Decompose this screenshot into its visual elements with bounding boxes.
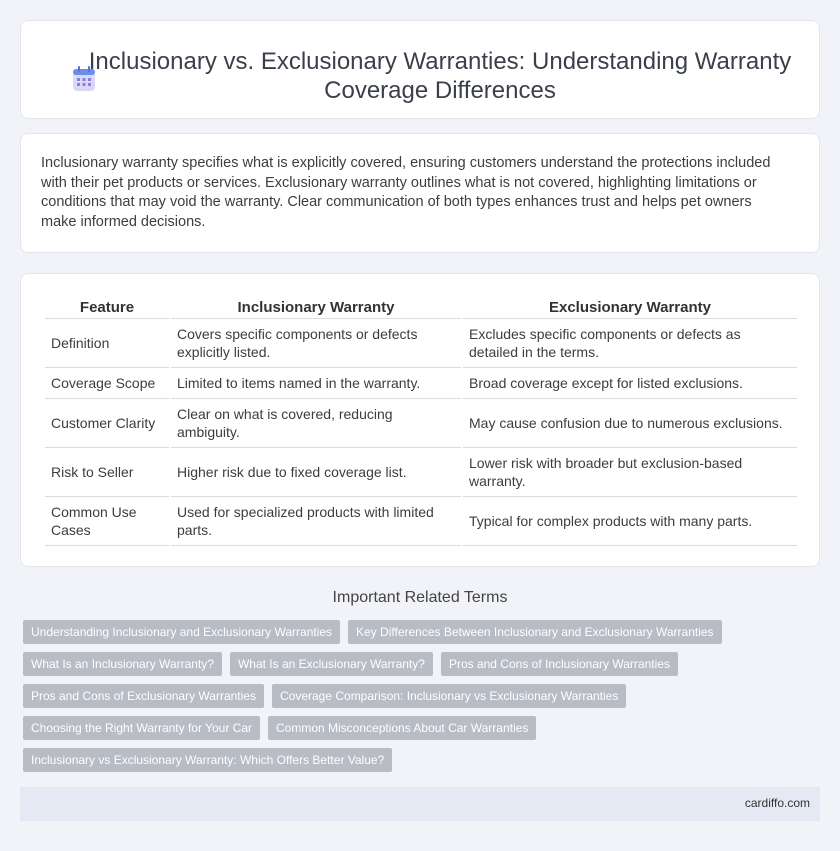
related-terms-list — [23, 620, 823, 780]
table-cell: Used for specialized products with limited parts. — [171, 497, 461, 546]
related-term-tag[interactable]: Choosing the Right Warranty for Your Car — [23, 716, 260, 740]
related-term-tag[interactable]: Coverage Comparison: Inclusionary vs Exclusionary Warranties — [272, 684, 626, 708]
table-header-row — [45, 296, 797, 319]
related-term-tag[interactable]: Inclusionary vs Exclusionary Warranty: Which Offers Better Value? — [23, 748, 392, 772]
related-term-tag[interactable]: Key Differences Between Inclusionary and Exclusionary Warranties — [348, 620, 722, 644]
table-cell: Definition — [45, 319, 169, 368]
comparison-table-card — [20, 273, 820, 567]
header-exclusionary: Exclusionary Warranty — [463, 296, 797, 319]
description-text: Inclusionary warranty specifies what is explicitly covered, ensuring customers understand the protections included with their pet products or services. Exclusionary warranty outlines what is not covered, highlighting limitations or conditions that may void the warranty. Clear communication of both types enhances trust and helps pet owners make informed decisions. — [41, 155, 771, 230]
table-cell: Clear on what is covered, reducing ambiguity. — [171, 399, 461, 448]
related-term-tag[interactable]: Pros and Cons of Inclusionary Warranties — [441, 652, 678, 676]
table-cell: Risk to Seller — [45, 448, 169, 497]
table-cell: Excludes specific components or defects as detailed in the terms. — [463, 319, 797, 368]
comparison-table — [43, 296, 799, 546]
table-cell: Lower risk with broader but exclusion-based warranty. — [463, 448, 797, 497]
table-cell: Broad coverage except for listed exclusions. — [463, 368, 797, 399]
table-cell: Customer Clarity — [45, 399, 169, 448]
header-inclusionary: Inclusionary Warranty — [171, 296, 461, 319]
footer — [20, 787, 820, 821]
table-cell: Common Use Cases — [45, 497, 169, 546]
related-term-tag[interactable]: What Is an Inclusionary Warranty? — [23, 652, 222, 676]
related-term-tag[interactable]: Common Misconceptions About Car Warranties — [268, 716, 536, 740]
table-cell: Limited to items named in the warranty. — [171, 368, 461, 399]
related-term-tag[interactable]: Pros and Cons of Exclusionary Warranties — [23, 684, 264, 708]
title-card — [20, 20, 820, 119]
table-cell: Typical for complex products with many parts. — [463, 497, 797, 546]
header-feature: Feature — [45, 296, 169, 319]
page-title: Inclusionary vs. Exclusionary Warranties: Understanding Warranty Coverage Differences — [88, 48, 792, 104]
related-terms-heading: Important Related Terms — [332, 589, 508, 606]
table-cell: Higher risk due to fixed coverage list. — [171, 448, 461, 497]
table-cell: May cause confusion due to numerous exclusions. — [463, 399, 797, 448]
table-row — [45, 399, 797, 448]
table-cell: Covers specific components or defects explicitly listed. — [171, 319, 461, 368]
table-cell: Coverage Scope — [45, 368, 169, 399]
description-card — [20, 133, 820, 253]
related-term-tag[interactable]: Understanding Inclusionary and Exclusionary Warranties — [23, 620, 340, 644]
table-row — [45, 448, 797, 497]
footer-site-link[interactable]: cardiffo.com — [744, 796, 810, 810]
table-row — [45, 319, 797, 368]
table-row — [45, 497, 797, 546]
table-row — [45, 368, 797, 399]
related-term-tag[interactable]: What Is an Exclusionary Warranty? — [230, 652, 433, 676]
